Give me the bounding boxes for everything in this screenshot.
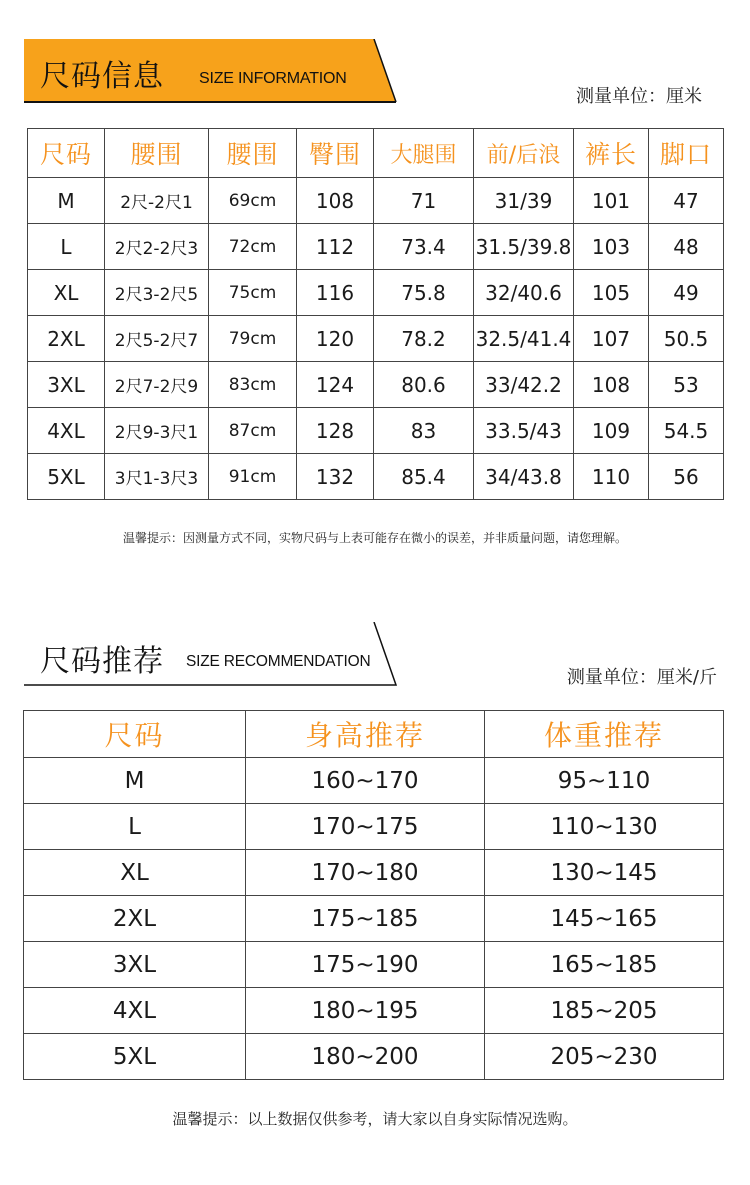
thigh-cell: 75.8 <box>374 270 474 316</box>
waist-cm-cell: 79cm <box>209 316 297 362</box>
length-cell: 108 <box>574 362 649 408</box>
thigh-cell: 71 <box>374 178 474 224</box>
weight-cell: 110~130 <box>485 804 724 850</box>
header-rise: 前/后浪 <box>474 129 574 178</box>
table-row <box>28 454 724 500</box>
height-cell: 175~185 <box>246 896 485 942</box>
table-row <box>24 850 724 896</box>
table-row <box>24 1034 724 1080</box>
waist-chi-cell: 2尺-2尺1 <box>105 178 209 224</box>
table-row <box>28 224 724 270</box>
height-cell: 170~180 <box>246 850 485 896</box>
hip-cell: 128 <box>297 408 374 454</box>
length-cell: 101 <box>574 178 649 224</box>
size-cell: L <box>28 224 105 270</box>
size-info-header-row <box>28 129 724 178</box>
leg-opening-cell: 56 <box>649 454 724 500</box>
thigh-cell: 73.4 <box>374 224 474 270</box>
leg-opening-cell: 48 <box>649 224 724 270</box>
header-size: 尺码 <box>28 129 105 178</box>
table-row <box>28 408 724 454</box>
size-info-section <box>0 0 750 560</box>
table-row <box>24 758 724 804</box>
table-row <box>28 270 724 316</box>
size-info-title: 尺码信息 <box>40 59 164 94</box>
size-cell: M <box>24 758 246 804</box>
weight-cell: 130~145 <box>485 850 724 896</box>
rise-cell: 32.5/41.4 <box>474 316 574 362</box>
hip-cell: 116 <box>297 270 374 316</box>
leg-opening-cell: 47 <box>649 178 724 224</box>
table-row <box>24 896 724 942</box>
size-cell: 3XL <box>28 362 105 408</box>
size-rec-table <box>23 710 724 1080</box>
header-hip: 臀围 <box>297 129 374 178</box>
weight-cell: 145~165 <box>485 896 724 942</box>
weight-cell: 95~110 <box>485 758 724 804</box>
header-height: 身高推荐 <box>246 711 485 758</box>
header-weight: 体重推荐 <box>485 711 724 758</box>
hip-cell: 112 <box>297 224 374 270</box>
size-rec-title: 尺码推荐 <box>40 644 164 679</box>
length-cell: 103 <box>574 224 649 270</box>
size-cell: 2XL <box>28 316 105 362</box>
leg-opening-cell: 53 <box>649 362 724 408</box>
size-cell: 5XL <box>28 454 105 500</box>
header-waist-cm: 腰围 <box>209 129 297 178</box>
table-row <box>28 362 724 408</box>
length-cell: 109 <box>574 408 649 454</box>
weight-cell: 205~230 <box>485 1034 724 1080</box>
size-rec-title-en: SIZE RECOMMENDATION <box>186 653 371 670</box>
thigh-cell: 83 <box>374 408 474 454</box>
hip-cell: 124 <box>297 362 374 408</box>
leg-opening-cell: 50.5 <box>649 316 724 362</box>
size-rec-banner <box>24 622 398 686</box>
height-cell: 160~170 <box>246 758 485 804</box>
size-cell: 2XL <box>24 896 246 942</box>
length-cell: 110 <box>574 454 649 500</box>
size-cell: 5XL <box>24 1034 246 1080</box>
size-cell: 4XL <box>24 988 246 1034</box>
rise-cell: 34/43.8 <box>474 454 574 500</box>
size-info-table <box>27 128 724 500</box>
waist-chi-cell: 2尺7-2尺9 <box>105 362 209 408</box>
rise-cell: 33.5/43 <box>474 408 574 454</box>
leg-opening-cell: 54.5 <box>649 408 724 454</box>
thigh-cell: 80.6 <box>374 362 474 408</box>
hip-cell: 108 <box>297 178 374 224</box>
table-row <box>24 988 724 1034</box>
size-cell: 3XL <box>24 942 246 988</box>
header-waist-chi: 腰围 <box>105 129 209 178</box>
waist-chi-cell: 2尺9-3尺1 <box>105 408 209 454</box>
size-cell: L <box>24 804 246 850</box>
hip-cell: 132 <box>297 454 374 500</box>
size-rec-note: 温馨提示：以上数据仅供参考，请大家以自身实际情况选购。 <box>172 1110 578 1128</box>
table-row <box>28 178 724 224</box>
thigh-cell: 85.4 <box>374 454 474 500</box>
size-cell: 4XL <box>28 408 105 454</box>
leg-opening-cell: 49 <box>649 270 724 316</box>
height-cell: 175~190 <box>246 942 485 988</box>
weight-cell: 185~205 <box>485 988 724 1034</box>
size-rec-section <box>0 600 750 1185</box>
waist-chi-cell: 2尺2-2尺3 <box>105 224 209 270</box>
header-leg-opening: 脚口 <box>649 129 724 178</box>
thigh-cell: 78.2 <box>374 316 474 362</box>
table-row <box>24 804 724 850</box>
size-cell: XL <box>28 270 105 316</box>
waist-cm-cell: 69cm <box>209 178 297 224</box>
waist-chi-cell: 3尺1-3尺3 <box>105 454 209 500</box>
weight-cell: 165~185 <box>485 942 724 988</box>
rise-cell: 31.5/39.8 <box>474 224 574 270</box>
waist-cm-cell: 83cm <box>209 362 297 408</box>
waist-cm-cell: 72cm <box>209 224 297 270</box>
height-cell: 170~175 <box>246 804 485 850</box>
hip-cell: 120 <box>297 316 374 362</box>
size-info-note: 温馨提示：因测量方式不同，实物尺码与上表可能存在微小的误差，并非质量问题，请您理解。 <box>122 531 627 545</box>
length-cell: 105 <box>574 270 649 316</box>
table-row <box>28 316 724 362</box>
table-row <box>24 942 724 988</box>
header-thigh: 大腿围 <box>374 129 474 178</box>
height-cell: 180~195 <box>246 988 485 1034</box>
waist-chi-cell: 2尺5-2尺7 <box>105 316 209 362</box>
size-cell: XL <box>24 850 246 896</box>
waist-chi-cell: 2尺3-2尺5 <box>105 270 209 316</box>
rise-cell: 31/39 <box>474 178 574 224</box>
size-rec-unit: 测量单位：厘米/斤 <box>566 667 717 688</box>
length-cell: 107 <box>574 316 649 362</box>
size-info-banner <box>24 39 398 103</box>
waist-cm-cell: 75cm <box>209 270 297 316</box>
size-info-title-en: SIZE INFORMATION <box>199 70 347 87</box>
rise-cell: 33/42.2 <box>474 362 574 408</box>
rise-cell: 32/40.6 <box>474 270 574 316</box>
header-size: 尺码 <box>24 711 246 758</box>
size-info-unit: 测量单位：厘米 <box>576 86 702 107</box>
height-cell: 180~200 <box>246 1034 485 1080</box>
size-cell: M <box>28 178 105 224</box>
waist-cm-cell: 87cm <box>209 408 297 454</box>
header-length: 裤长 <box>574 129 649 178</box>
waist-cm-cell: 91cm <box>209 454 297 500</box>
size-rec-header-row <box>24 711 724 758</box>
